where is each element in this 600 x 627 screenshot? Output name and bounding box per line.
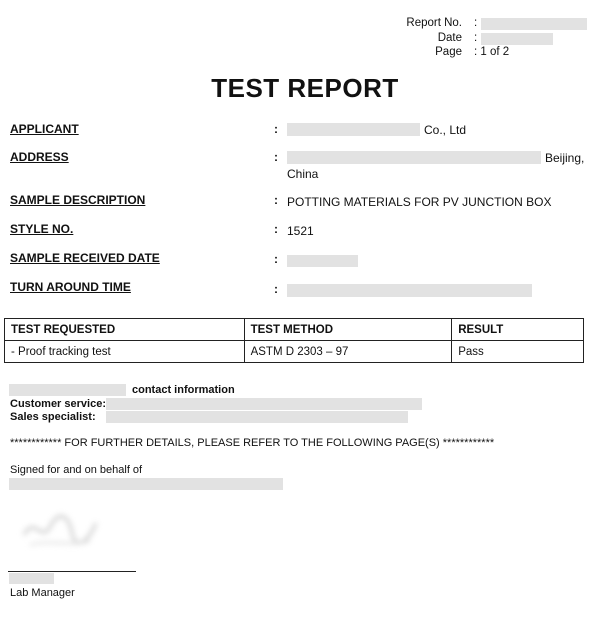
header-test-method: TEST METHOD	[244, 319, 452, 341]
page-title: TEST REPORT	[211, 73, 399, 103]
address-redaction	[287, 151, 541, 164]
turn-around-time-redaction	[287, 284, 532, 297]
company-name-redaction	[9, 478, 283, 490]
sample-description-label: SAMPLE DESCRIPTION	[10, 193, 146, 207]
turn-around-time-colon: :	[274, 282, 278, 296]
header-result: RESULT	[452, 319, 584, 341]
address-label: ADDRESS	[10, 150, 69, 164]
sales-specialist-redaction	[106, 411, 408, 423]
date-redaction	[481, 33, 553, 45]
address-value: Beijing,	[545, 151, 585, 165]
customer-service-label: Customer service:	[10, 398, 106, 410]
cell-test-requested: - Proof tracking test	[5, 341, 245, 363]
table-row	[5, 341, 584, 363]
contact-name-redaction	[9, 384, 126, 396]
sample-description-value: POTTING MATERIALS FOR PV JUNCTION BOX	[287, 195, 552, 209]
sample-received-date-label: SAMPLE RECEIVED DATE	[10, 251, 160, 265]
style-no-label: STYLE NO.	[10, 222, 74, 236]
report-no-label: Report No.	[406, 17, 462, 29]
style-no-colon: :	[274, 222, 278, 236]
date-label: Date	[437, 32, 462, 44]
signed-for-text: Signed for and on behalf of	[10, 464, 143, 476]
sales-specialist-label: Sales specialist:	[10, 411, 96, 423]
page-value: : 1 of 2	[474, 46, 510, 58]
applicant-value: Co., Ltd	[424, 123, 467, 137]
tests-table	[4, 318, 584, 363]
signatory-name-redaction	[9, 573, 54, 584]
sample-description-colon: :	[274, 193, 278, 207]
cell-result: Pass	[452, 341, 584, 363]
header-test-requested: TEST REQUESTED	[5, 319, 245, 341]
address-colon: :	[274, 150, 278, 164]
report-no-colon: :	[474, 17, 478, 29]
sample-received-date-colon: :	[274, 252, 278, 266]
signature-line	[8, 571, 136, 572]
address-value-line2: China	[287, 167, 319, 181]
contact-heading: contact information	[132, 384, 235, 396]
applicant-label: APPLICANT	[10, 122, 79, 136]
signature-image	[20, 505, 100, 555]
style-no-value: 1521	[287, 224, 314, 238]
sample-received-date-redaction	[287, 255, 358, 267]
date-colon: :	[474, 32, 478, 44]
applicant-redaction	[287, 123, 420, 136]
cell-test-method: ASTM D 2303 – 97	[244, 341, 452, 363]
signatory-title: Lab Manager	[10, 587, 75, 599]
tests-table-header-row	[5, 319, 584, 341]
page-label: Page	[435, 46, 462, 58]
further-details-note: ************ FOR FURTHER DETAILS, PLEASE REFER TO THE FOLLOWING PAGE(S) ************	[10, 437, 495, 449]
turn-around-time-label: TURN AROUND TIME	[10, 280, 131, 294]
applicant-colon: :	[274, 122, 278, 136]
report-no-redaction	[481, 18, 587, 30]
customer-service-redaction	[106, 398, 422, 410]
